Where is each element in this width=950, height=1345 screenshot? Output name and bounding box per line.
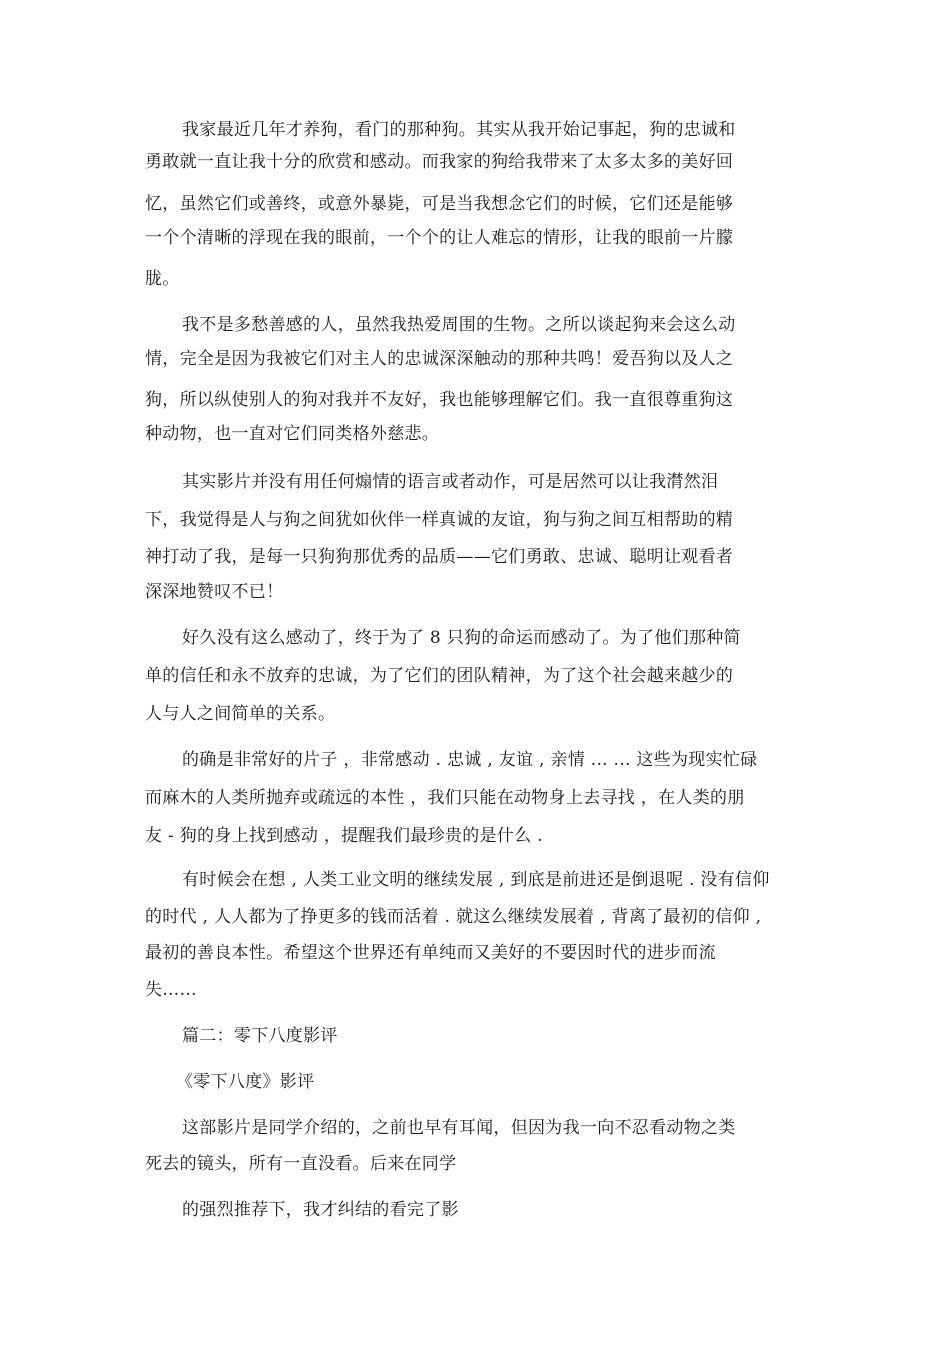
section-heading: 篇二：零下八度影评 bbox=[182, 1026, 338, 1046]
paragraph-3-line-2: 下，我觉得是人与狗之间犹如伙伴一样真诚的友谊，狗与狗之间互相帮助的精 bbox=[145, 510, 734, 530]
paragraph-3-line-4: 深深地赞叹不已！ bbox=[145, 582, 284, 602]
paragraph-7-line-2: 死去的镜头，所有一直没看。后来在同学 bbox=[145, 1154, 457, 1174]
paragraph-6-line-3: 最初的善良本性。希望这个世界还有单纯而又美好的不要因时代的进步而流 bbox=[145, 943, 716, 963]
paragraph-3-line-3: 神打动了我，是每一只狗狗那优秀的品质——它们勇敢、忠诚、聪明让观看者 bbox=[145, 547, 734, 567]
paragraph-2-line-3: 狗，所以纵使别人的狗对我并不友好，我也能够理解它们。我一直很尊重狗这 bbox=[145, 390, 734, 410]
review-title: 《零下八度》影评 bbox=[176, 1072, 315, 1092]
paragraph-3-line-1: 其实影片并没有用任何煽情的语言或者动作，可是居然可以让我潸然泪 bbox=[182, 472, 719, 492]
paragraph-2-line-4: 种动物，也一直对它们同类格外慈悲。 bbox=[145, 424, 440, 444]
paragraph-5-line-2: 而麻木的人类所抛弃或疏远的本性 ，我们只能在动物身上去寻找 ，在人类的朋 bbox=[145, 788, 745, 808]
paragraph-1-line-3: 忆，虽然它们或善终，或意外暴毙，可是当我想念它们的时候，它们还是能够 bbox=[145, 194, 734, 214]
paragraph-6-line-4: 失…… bbox=[145, 980, 197, 1000]
paragraph-5-line-1: 的确是非常好的片子 ，非常感动 . 忠诚 , 友谊 , 亲情 ... ... 这些为现实忙碌 bbox=[182, 750, 758, 770]
paragraph-4-line-2: 单的信任和永不放弃的忠诚，为了它们的团队精神，为了这个社会越来越少的 bbox=[145, 666, 734, 686]
paragraph-4-line-1: 好久没有这么感动了，终于为了 8 只狗的命运而感动了。为了他们那种简 bbox=[182, 628, 741, 648]
paragraph-1-line-4: 一个个清晰的浮现在我的眼前，一个个的让人难忘的情形，让我的眼前一片朦 bbox=[145, 228, 734, 248]
paragraph-6-line-1: 有时候会在想 , 人类工业文明的继续发展 , 到底是前进还是倒退呢 . 没有信仰 bbox=[182, 870, 770, 890]
paragraph-7-line-1: 这部影片是同学介绍的，之前也早有耳闻，但因为我一向不忍看动物之类 bbox=[182, 1118, 736, 1138]
paragraph-4-line-3: 人与人之间简单的关系。 bbox=[145, 704, 336, 724]
paragraph-2-line-1: 我不是多愁善感的人，虽然我热爱周围的生物。之所以谈起狗来会这么动 bbox=[182, 315, 736, 335]
paragraph-1-line-5: 胧。 bbox=[145, 269, 180, 289]
paragraph-2-line-2: 情，完全是因为我被它们对主人的忠诚深深触动的那种共鸣！爱吾狗以及人之 bbox=[145, 349, 734, 369]
paragraph-6-line-2: 的时代 , 人人都为了挣更多的钱而活着 . 就这么继续发展着 , 背离了最初的信仰 , bbox=[145, 907, 762, 927]
paragraph-1-line-1: 我家最近几年才养狗，看门的那种狗。其实从我开始记事起，狗的忠诚和 bbox=[182, 120, 736, 140]
paragraph-1-line-2: 勇敢就一直让我十分的欣赏和感动。而我家的狗给我带来了太多太多的美好回 bbox=[145, 152, 734, 172]
paragraph-8-line-1: 的强烈推荐下，我才纠结的看完了影 bbox=[182, 1200, 459, 1220]
paragraph-5-line-3: 友 - 狗的身上找到感动 ，提醒我们最珍贵的是什么 . bbox=[145, 826, 543, 846]
